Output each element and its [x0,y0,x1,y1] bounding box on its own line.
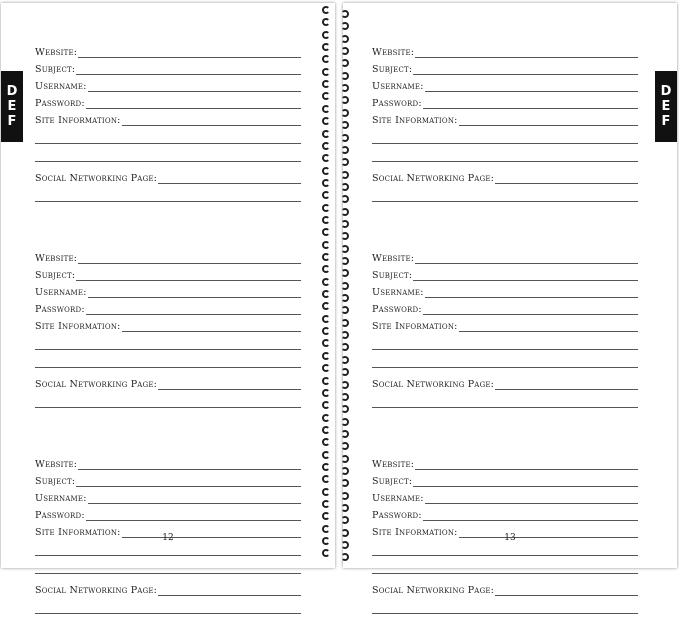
username-line[interactable] [88,285,301,298]
tab-letter: F [7,114,17,129]
spiral-coil [322,315,332,324]
social-networking-label: Social Networking Page: [35,379,158,390]
spiral-coil [322,500,332,509]
spiral-coil [341,479,351,488]
spiral-coil [322,216,332,225]
password-field[interactable] [35,298,301,315]
spiral-coil [322,18,332,27]
website-line[interactable] [415,45,638,58]
spiral-coil [322,512,332,521]
spiral-coil [341,84,351,93]
website-label: Website: [35,47,78,58]
spiral-coil [341,96,351,105]
subject-line[interactable] [76,62,301,75]
password-line[interactable] [86,96,301,109]
index-tab-def [655,71,677,142]
spiral-coil [341,232,351,241]
spiral-coil [341,343,351,352]
spiral-coil [341,269,351,278]
spiral-coil [322,265,332,274]
spiral-coil [341,442,351,451]
website-field[interactable] [372,247,638,264]
spiral-coil [341,245,351,254]
website-line[interactable] [78,251,301,264]
spiral-coil [322,105,332,114]
tab-letter: F [661,114,671,129]
subject-line[interactable] [413,62,638,75]
password-label: Password: [35,98,85,109]
social-networking-line[interactable] [495,583,638,596]
website-line[interactable] [415,457,638,470]
spiral-coil [341,171,351,180]
password-entry [372,247,638,415]
website-line[interactable] [78,457,301,470]
subject-field[interactable] [35,470,301,487]
username-label: Username: [372,493,424,504]
site-information-field[interactable] [372,109,638,126]
spiral-coil [341,356,351,365]
spiral-coil [322,364,332,373]
username-field[interactable] [35,487,301,504]
website-label: Website: [35,459,78,470]
social-networking-field[interactable] [372,167,638,184]
spiral-coil [322,377,332,386]
right-page [343,3,677,596]
username-line[interactable] [88,491,301,504]
spiral-coil [322,438,332,447]
spiral-coil [341,381,351,390]
blank-line[interactable] [35,144,301,162]
username-line[interactable] [425,491,638,504]
social-networking-line[interactable] [495,377,638,390]
website-label: Website: [372,253,415,264]
tab-letter: E [7,99,17,114]
spiral-coil [322,117,332,126]
site-information-line[interactable] [122,113,301,126]
password-entry [35,247,301,415]
subject-line[interactable] [76,474,301,487]
spiral-coil [341,405,351,414]
subject-label: Subject: [372,64,413,75]
blank-line[interactable] [35,126,301,144]
password-line[interactable] [423,96,638,109]
blank-line[interactable] [372,390,638,408]
spiral-coil [322,92,332,101]
spiral-coil [341,294,351,303]
username-field[interactable] [35,75,301,92]
spiral-coil [322,142,332,151]
site-information-label: Site Information: [35,527,121,538]
blank-line[interactable] [35,390,301,408]
spiral-coil [341,109,351,118]
spiral-coil [322,68,332,77]
spiral-coil [322,179,332,188]
spiral-coil [322,475,332,484]
spiral-coil [322,6,332,15]
spiral-coil [341,529,351,538]
subject-line[interactable] [76,268,301,281]
password-line[interactable] [86,302,301,315]
spiral-coil [322,549,332,558]
spiral-coil [322,401,332,410]
spiral-coil [322,389,332,398]
username-line[interactable] [425,285,638,298]
username-label: Username: [372,81,424,92]
blank-line[interactable] [372,350,638,368]
social-networking-field[interactable] [35,167,301,184]
password-label: Password: [35,510,85,521]
spiral-coil [341,183,351,192]
spiral-coil [341,541,351,550]
blank-line[interactable] [35,350,301,368]
spiral-coil [322,352,332,361]
spiral-coil [341,331,351,340]
subject-label: Subject: [35,270,76,281]
spiral-coil [341,158,351,167]
website-label: Website: [35,253,78,264]
spiral-coil [341,319,351,328]
spiral-coil [322,525,332,534]
spiral-coil [341,455,351,464]
spiral-coil [341,430,351,439]
site-information-field[interactable] [35,109,301,126]
site-information-label: Site Information: [35,321,121,332]
username-field[interactable] [372,281,638,298]
spiral-coil [322,290,332,299]
tab-letter: D [660,84,672,99]
spiral-coil [322,31,332,40]
spiral-coil [322,204,332,213]
spiral-coil [341,553,351,562]
website-field[interactable] [35,41,301,58]
left-page [1,3,335,596]
spiral-coil [322,43,332,52]
spiral-coil [341,72,351,81]
username-field[interactable] [35,281,301,298]
page-number: 12 [162,533,174,543]
spiral-coil [341,220,351,229]
subject-label: Subject: [372,270,413,281]
site-information-field[interactable] [372,315,638,332]
spiral-coil [322,191,332,200]
social-networking-line[interactable] [495,171,638,184]
subject-line[interactable] [413,474,638,487]
blank-line[interactable] [35,556,301,574]
password-field[interactable] [35,504,301,521]
username-label: Username: [372,287,424,298]
spiral-coil [341,492,351,501]
site-information-label: Site Information: [372,115,458,126]
spiral-coil [341,208,351,217]
tab-letter: D [6,84,18,99]
blank-line[interactable] [372,144,638,162]
spiral-coil [341,306,351,315]
spiral-coil [322,463,332,472]
spiral-coil [322,451,332,460]
spiral-coil [322,414,332,423]
spiral-coil [322,228,332,237]
site-information-line[interactable] [459,319,638,332]
site-information-line[interactable] [459,113,638,126]
site-information-line[interactable] [122,319,301,332]
username-label: Username: [35,493,87,504]
subject-label: Subject: [35,476,76,487]
username-label: Username: [35,81,87,92]
subject-field[interactable] [372,264,638,281]
spiral-coil [341,134,351,143]
spiral-coil [322,130,332,139]
spiral-coil [341,10,351,19]
spiral-coil [341,368,351,377]
social-networking-label: Social Networking Page: [372,173,495,184]
username-field[interactable] [372,487,638,504]
subject-field[interactable] [35,58,301,75]
blank-line[interactable] [372,596,638,614]
spiral-coil [341,47,351,56]
blank-line[interactable] [372,126,638,144]
spiral-coil [322,302,332,311]
spiral-coil [341,121,351,130]
spiral-coil [322,426,332,435]
password-label: Password: [372,304,422,315]
social-networking-field[interactable] [372,579,638,596]
spiral-coil [341,22,351,31]
subject-field[interactable] [372,470,638,487]
website-label: Website: [372,47,415,58]
spiral-coil [322,327,332,336]
password-line[interactable] [423,302,638,315]
site-information-field[interactable] [35,315,301,332]
spiral-coil [322,537,332,546]
spiral-coil [322,488,332,497]
spiral-coil [341,467,351,476]
spiral-coil [322,80,332,89]
spiral-coil [341,504,351,513]
social-networking-line[interactable] [158,171,301,184]
spiral-coil [322,167,332,176]
spiral-coil [341,393,351,402]
password-field[interactable] [372,92,638,109]
website-field[interactable] [35,247,301,264]
website-field[interactable] [35,453,301,470]
subject-field[interactable] [372,58,638,75]
username-label: Username: [35,287,87,298]
spiral-coil [341,146,351,155]
website-field[interactable] [372,41,638,58]
blank-line[interactable] [35,184,301,202]
social-networking-label: Social Networking Page: [35,585,158,596]
password-field[interactable] [372,504,638,521]
social-networking-field[interactable] [35,373,301,390]
tab-letter: E [661,99,671,114]
social-networking-label: Social Networking Page: [372,585,495,596]
social-networking-field[interactable] [372,373,638,390]
blank-line[interactable] [372,556,638,574]
blank-line[interactable] [35,596,301,614]
spiral-coil [341,59,351,68]
password-line[interactable] [423,508,638,521]
blank-line[interactable] [35,332,301,350]
password-line[interactable] [86,508,301,521]
entries-right [372,3,638,621]
spiral-coil [341,282,351,291]
page-number: 13 [504,533,516,543]
spiral-coil [322,241,332,250]
social-networking-label: Social Networking Page: [35,173,158,184]
spiral-coil [322,278,332,287]
website-line[interactable] [78,45,301,58]
social-networking-label: Social Networking Page: [372,379,495,390]
password-label: Password: [372,510,422,521]
entries-left [35,3,301,621]
spiral-coil [322,339,332,348]
subject-line[interactable] [413,268,638,281]
username-field[interactable] [372,75,638,92]
subject-field[interactable] [35,264,301,281]
site-information-label: Site Information: [372,527,458,538]
website-line[interactable] [415,251,638,264]
spiral-coil [322,55,332,64]
password-field[interactable] [372,298,638,315]
spiral-coil [341,516,351,525]
password-field[interactable] [35,92,301,109]
spiral-coil [322,154,332,163]
blank-line[interactable] [372,184,638,202]
website-field[interactable] [372,453,638,470]
spiral-coil [322,253,332,262]
password-label: Password: [35,304,85,315]
blank-line[interactable] [372,332,638,350]
spiral-coil [341,35,351,44]
social-networking-line[interactable] [158,377,301,390]
subject-label: Subject: [35,64,76,75]
username-line[interactable] [425,79,638,92]
password-entry [35,41,301,209]
password-label: Password: [372,98,422,109]
spiral-coil [341,418,351,427]
social-networking-line[interactable] [158,583,301,596]
website-label: Website: [372,459,415,470]
social-networking-field[interactable] [35,579,301,596]
password-entry [372,41,638,209]
spiral-binding [320,6,354,562]
site-information-label: Site Information: [372,321,458,332]
site-information-label: Site Information: [35,115,121,126]
subject-label: Subject: [372,476,413,487]
spiral-coil [341,195,351,204]
index-tab-def [1,71,23,142]
username-line[interactable] [88,79,301,92]
spiral-coil [341,257,351,266]
